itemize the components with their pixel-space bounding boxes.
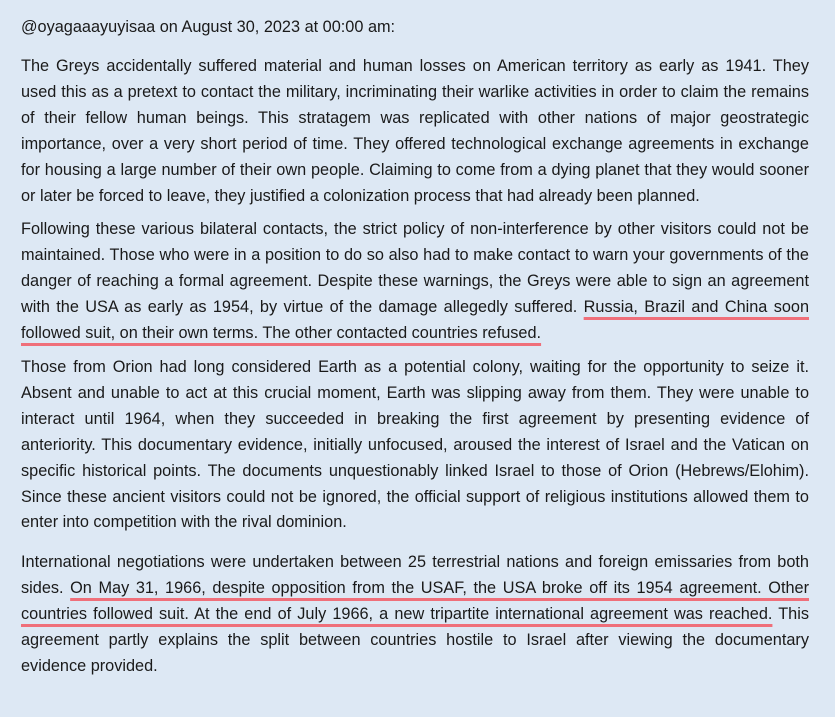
paragraph-1: The Greys accidentally suffered material and human losses on American territory as early as 1941. They used this as a pretext to contact the military, incriminating their warlike activities in order to claim the remains of their fellow human beings. This stratagem was replicated with other nations of major geostrategic importance, over a very short period of time. They offered technological exchange agreements in exchange for housing a large number of their own people. Claiming to come from a dying planet that they would sooner or later be forced to leave, they justified a colonization process that had already been planned. xyxy=(21,57,809,205)
paragraph-2-text: Following these various bilateral contacts, the strict policy of non-interference by other visitors could not be maintained. Those who were in a position to do so also had to make contact to warn your governments of the danger of reaching a formal agreement. Despite these warnings, the Greys were able to sign an agreement with the USA as early as 1954, by virtue of the damage allegedly suffered. xyxy=(21,220,809,317)
paragraph-4 xyxy=(21,550,809,680)
paragraph-2 xyxy=(21,217,809,347)
paragraph-4-text-end: This agreement partly explains the split between countries hostile to Israel after viewing the documentary evidence provided. xyxy=(21,605,809,675)
paragraph-4-text-start: International negotiations were undertaken between 25 terrestrial nations and foreign emissaries from both sides. xyxy=(21,553,809,598)
paragraph-3: Those from Orion had long considered Earth as a potential colony, waiting for the opportunity to seize it. Absent and unable to act at this crucial moment, Earth was slipping away from them. They were unable to interact until 1964, when they succeeded in breaking the first agreement by presenting evidence of anteriority. This documentary evidence, initially unfocused, aroused the interest of Israel and the Vatican on specific historical points. The documents unquestionably linked Israel to those of Orion (Hebrews/Elohim). Since these ancient visitors could not be ignored, the official support of religious institutions allowed them to enter into competition with the rival dominion. xyxy=(21,357,809,532)
highlighted-passage-2: On May 31, 1966, despite opposition from the USAF, the USA broke off its 1954 agreement. Other countries followed suit. At the end of July 1966, a new tripartite international agreement was reached. xyxy=(21,579,809,624)
post-header: @oyagaaayuyisaa on August 30, 2023 at 00:00 am: xyxy=(21,18,396,36)
highlighted-passage-1: Russia, Brazil and China soon followed suit, on their own terms. The other contacted countries refused. xyxy=(21,298,810,343)
